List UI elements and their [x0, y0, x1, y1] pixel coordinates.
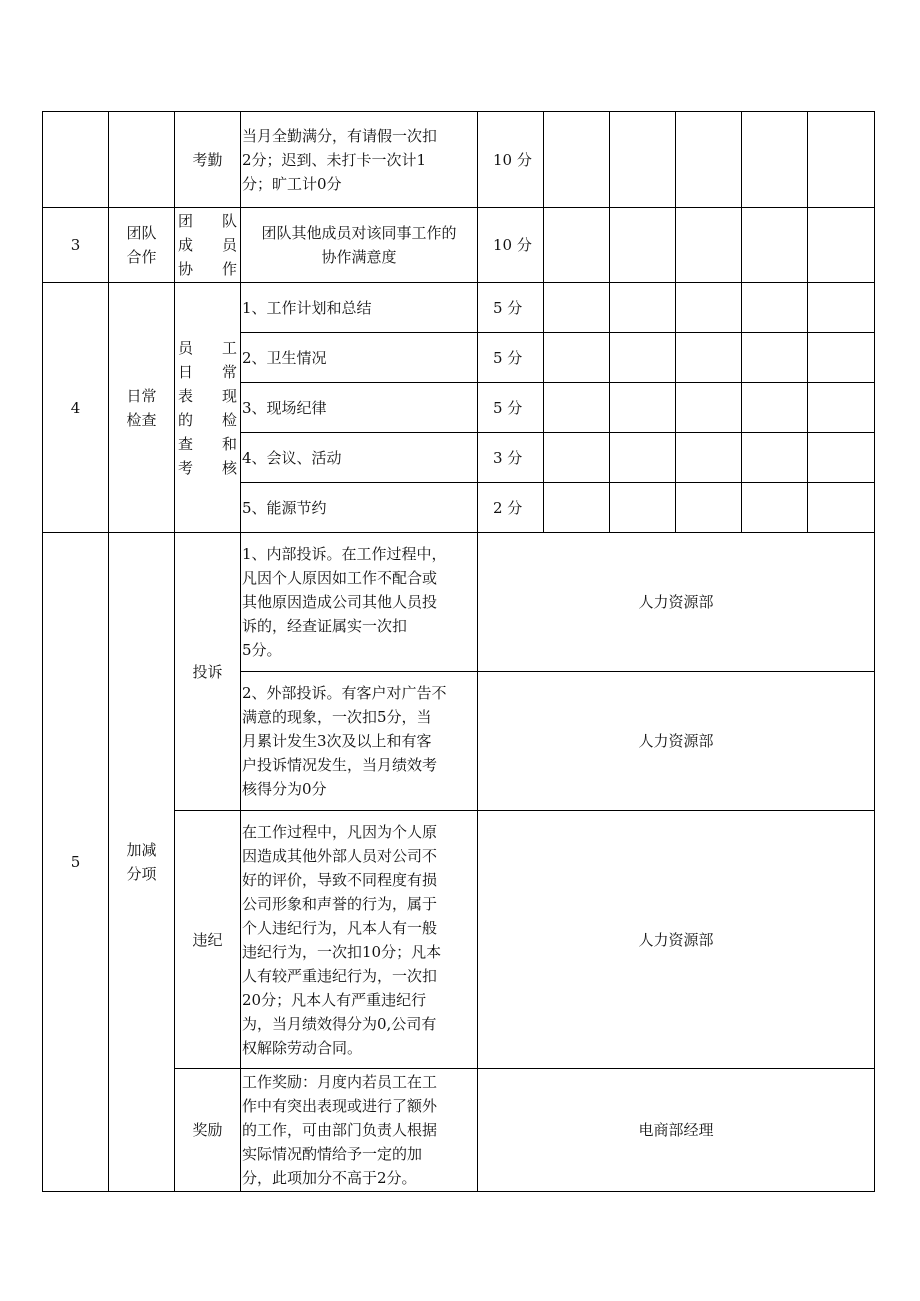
blank-cell — [544, 283, 610, 333]
desc-line: 分，此项加分不高于2分。 — [242, 1169, 417, 1187]
blank-cell — [742, 483, 808, 533]
score-team: 10 分 — [478, 208, 544, 283]
desc-line: 协作满意度 — [321, 248, 397, 266]
blank-cell — [610, 383, 676, 433]
item-line: 表 现 — [178, 386, 237, 405]
item-line: 的 检 — [178, 410, 237, 429]
blank-cell — [544, 333, 610, 383]
assessment-table — [42, 111, 875, 1192]
blank-cell — [610, 283, 676, 333]
blank-cell — [808, 333, 875, 383]
item-line: 考核 — [178, 458, 237, 477]
desc-complaint-external — [241, 672, 478, 811]
desc-reward — [241, 1069, 478, 1192]
item-line: 协作 — [178, 260, 237, 278]
category-daily — [109, 283, 175, 533]
category-adjust — [109, 533, 175, 1192]
item-daily — [175, 283, 241, 533]
score-daily-1: 5 分 — [478, 283, 544, 333]
desc-discipline — [241, 811, 478, 1069]
desc-line: 作中有突出表现或进行了额外 — [242, 1097, 438, 1115]
desc-line: 为，当月绩效得分为0,公司有 — [242, 1014, 437, 1033]
item-line: 团 队 — [178, 212, 237, 230]
item-team — [175, 208, 241, 283]
blank-cell — [544, 483, 610, 533]
desc-line: 1、内部投诉。在工作过程中， — [242, 545, 447, 563]
category-line: 加减 — [126, 841, 157, 859]
item-line: 成 员 — [178, 236, 237, 254]
desc-line: 的工作，可由部门负责人根据 — [242, 1121, 438, 1139]
blank-cell — [610, 433, 676, 483]
item-discipline: 违纪 — [175, 811, 241, 1069]
category-line: 团队 — [126, 224, 157, 242]
desc-daily-2: 2、卫生情况 — [241, 333, 478, 383]
blank-cell — [676, 333, 742, 383]
category-cell — [109, 112, 175, 208]
table-row-complaint-internal — [43, 533, 875, 672]
blank-cell — [742, 283, 808, 333]
blank-cell — [544, 433, 610, 483]
no-cell — [43, 112, 109, 208]
desc-attendance — [241, 112, 478, 208]
blank-cell — [544, 383, 610, 433]
desc-line: 其他原因造成公司其他人员投 — [242, 593, 438, 611]
blank-cell — [676, 383, 742, 433]
no-adjust: 5 — [43, 533, 109, 1192]
category-team — [109, 208, 175, 283]
item-reward: 奖励 — [175, 1069, 241, 1192]
desc-line: 2分；迟到、未打卡一次计1 — [242, 150, 427, 169]
blank-cell — [742, 333, 808, 383]
desc-line: 5分。 — [242, 641, 282, 659]
desc-line: 违纪行为，一次扣10分；凡本 — [242, 942, 442, 961]
no-team: 3 — [43, 208, 109, 283]
blank-cell — [544, 112, 610, 208]
desc-line: 诉的，经查证属实一次扣 — [242, 617, 408, 635]
category-line: 合作 — [126, 248, 157, 266]
desc-complaint-internal — [241, 533, 478, 672]
table-row-daily — [43, 283, 875, 333]
table-row-team — [43, 208, 875, 283]
blank-cell — [742, 112, 808, 208]
category-line: 检查 — [126, 410, 157, 429]
dept-complaint-internal: 人力资源部 — [478, 533, 875, 672]
table-row-attendance — [43, 112, 875, 208]
category-line: 分项 — [126, 865, 157, 883]
desc-line: 权解除劳动合同。 — [242, 1038, 363, 1057]
desc-line: 因造成其他外部人员对公司不 — [242, 846, 438, 865]
desc-line: 在工作过程中，凡因为个人原 — [242, 822, 438, 841]
score-attendance: 10 分 — [478, 112, 544, 208]
desc-team — [241, 208, 478, 283]
blank-cell — [808, 112, 875, 208]
blank-cell — [808, 433, 875, 483]
category-line: 日常 — [126, 386, 157, 405]
blank-cell — [808, 283, 875, 333]
item-attendance: 考勤 — [175, 112, 241, 208]
desc-line: 20分；凡本人有严重违纪行 — [242, 990, 427, 1009]
blank-cell — [676, 112, 742, 208]
blank-cell — [808, 383, 875, 433]
desc-line: 好的评价，导致不同程度有损 — [242, 870, 438, 889]
blank-cell — [742, 383, 808, 433]
score-daily-3: 5 分 — [478, 383, 544, 433]
score-daily-4: 3 分 — [478, 433, 544, 483]
blank-cell — [808, 483, 875, 533]
desc-line: 个人违纪行为，凡本人有一般 — [242, 918, 438, 937]
desc-daily-1: 1、工作计划和总结 — [241, 283, 478, 333]
desc-daily-3: 3、现场纪律 — [241, 383, 478, 433]
blank-cell — [676, 433, 742, 483]
no-daily: 4 — [43, 283, 109, 533]
blank-cell — [610, 208, 676, 283]
desc-line: 分；旷工计0分 — [242, 174, 342, 193]
dept-discipline: 人力资源部 — [478, 811, 875, 1069]
score-daily-5: 2 分 — [478, 483, 544, 533]
desc-line: 凡因个人原因如工作不配合或 — [242, 569, 438, 587]
desc-line: 团队其他成员对该同事工作的 — [261, 224, 457, 242]
desc-daily-4: 4、会议、活动 — [241, 433, 478, 483]
desc-line: 公司形象和声誉的行为，属于 — [242, 894, 438, 913]
score-daily-2: 5 分 — [478, 333, 544, 383]
dept-complaint-external: 人力资源部 — [478, 672, 875, 811]
blank-cell — [676, 283, 742, 333]
desc-line: 满意的现象，一次扣5分，当 — [242, 708, 432, 726]
desc-line: 2、外部投诉。有客户对广告不 — [242, 684, 447, 702]
desc-line: 当月全勤满分，有请假一次扣 — [242, 126, 438, 145]
item-line: 日 常 — [178, 362, 237, 381]
item-complaint: 投诉 — [175, 533, 241, 811]
desc-line: 人有较严重违纪行为，一次扣 — [242, 966, 438, 985]
item-line: 员 工 — [178, 338, 237, 357]
blank-cell — [676, 208, 742, 283]
desc-line: 月累计发生3次及以上和有客 — [242, 732, 432, 750]
blank-cell — [610, 112, 676, 208]
blank-cell — [742, 208, 808, 283]
desc-line: 实际情况酌情给予一定的加 — [242, 1145, 423, 1163]
blank-cell — [544, 208, 610, 283]
dept-reward: 电商部经理 — [478, 1069, 875, 1192]
desc-daily-5: 5、能源节约 — [241, 483, 478, 533]
desc-line: 工作奖励：月度内若员工在工 — [242, 1073, 438, 1091]
blank-cell — [610, 483, 676, 533]
desc-line: 户投诉情况发生，当月绩效考 — [242, 756, 438, 774]
desc-line: 核得分为0分 — [242, 780, 327, 798]
item-line: 查 和 — [178, 434, 237, 453]
blank-cell — [676, 483, 742, 533]
blank-cell — [610, 333, 676, 383]
blank-cell — [808, 208, 875, 283]
blank-cell — [742, 433, 808, 483]
